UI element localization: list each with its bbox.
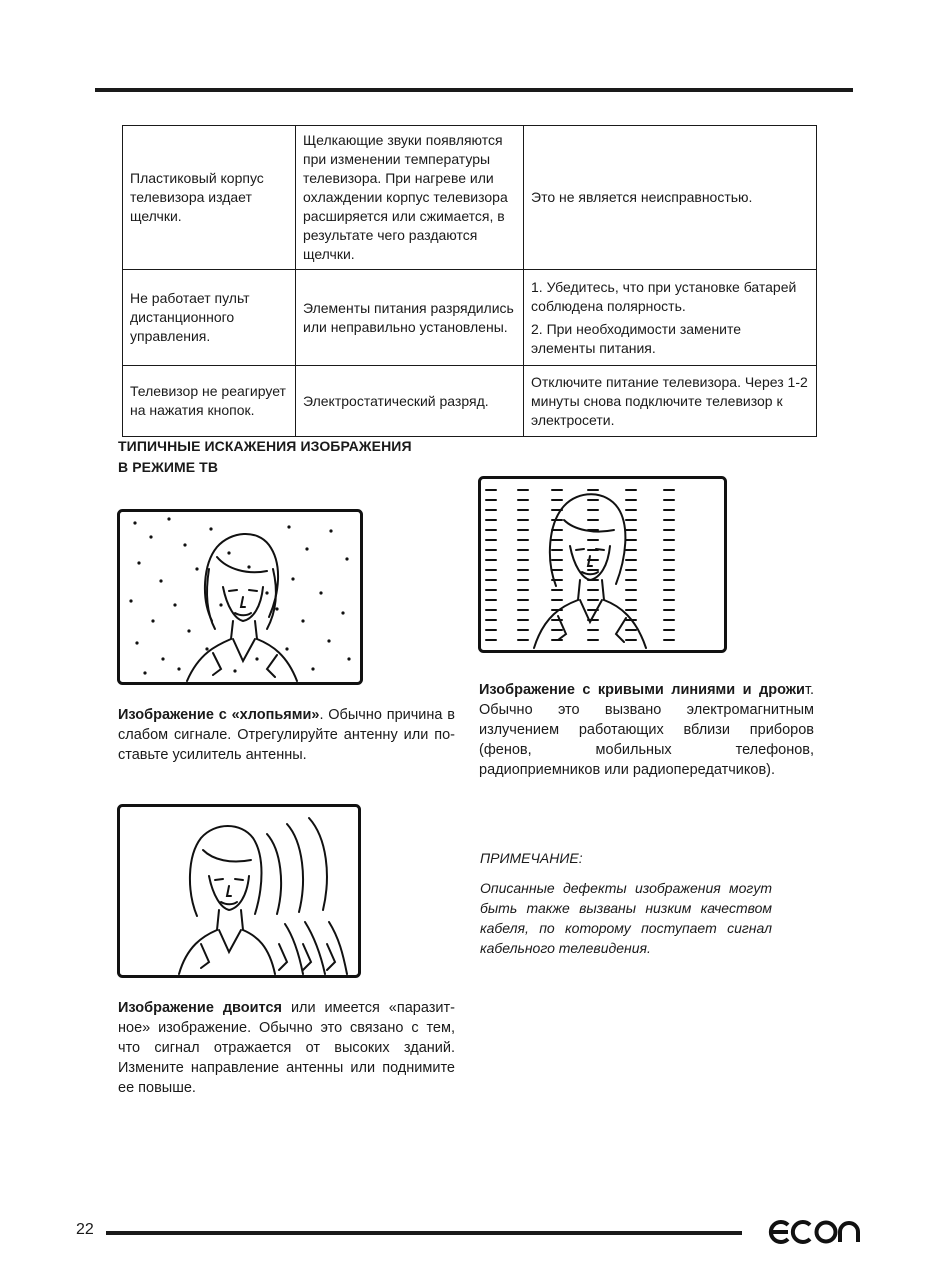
page-number: 22: [76, 1221, 94, 1238]
lines-caption-bold: Изображение с кривыми линиями и дрожи: [479, 682, 805, 698]
remedy-text: Это не является неисправностью.: [531, 189, 753, 205]
remedy-text: Отключите питание телевизора. Через 1-2 минуты снова подключите телевизор к электросети.: [531, 373, 808, 428]
note-body: Описанные дефекты изображения могут быть также вызваны низким качеством кабеля, по которому поступает сигнал кабельного телевидения.: [480, 880, 772, 956]
cause-cell: Щелкающие звуки появляются при изменении температуры телевизора. При нагреве или охлаждении корпус телевизора расширяется или сжимается, в результате чего раздаются щелчки.: [296, 126, 524, 270]
problem-cell: Пластиковый корпус телевизора издает щелчки.: [123, 126, 296, 270]
remedy-text: 1. Убедитесь, что при установке батарей соблюдена полярность.: [531, 278, 797, 314]
section-title-line: ТИПИЧНЫЕ ИСКАЖЕНИЯ ИЗОБРАЖЕНИЯ: [118, 438, 412, 454]
interference-lines-illustration: [478, 476, 727, 653]
note: [480, 848, 772, 958]
snow-caption: [118, 705, 455, 765]
cause-cell: Элементы питания разрядились или неправильно установлены.: [296, 270, 524, 366]
remedy-cell: [524, 366, 817, 437]
ghost-caption-bold: Изображение двоится: [118, 1000, 282, 1016]
snow-caption-bold: Изображение с «хлопьями»: [118, 707, 320, 723]
table-row: [123, 366, 817, 437]
econ-logo: [766, 1213, 860, 1249]
lines-caption-text: т. Обычно это вызвано электромагнитным излучением работающих вблизи приборов (фенов, мобильных телефонов, радиоприемников или радиопередатчиков).: [479, 682, 814, 778]
ghost-caption: [118, 998, 455, 1098]
top-rule: [95, 88, 853, 92]
remedy-cell: [524, 270, 817, 366]
cause-cell: Электростатический разряд.: [296, 366, 524, 437]
section-title-line: В РЕЖИМЕ ТВ: [118, 459, 219, 475]
section-title: [118, 436, 412, 478]
bottom-rule: [106, 1231, 742, 1235]
table-row: [123, 270, 817, 366]
problem-cell: Телевизор не реагирует на нажатия кнопок.: [123, 366, 296, 437]
table-row: [123, 126, 817, 270]
ghost-caption-text: или имеется «паразитное» изображение. Обычно это связано с тем, что сигнал отражается от высоких зданий. Измените направление антенны или поднимите ее повыше.: [118, 1000, 455, 1096]
remedy-cell: [524, 126, 817, 270]
remedy-text: 2. При необходимости замените элементы питания.: [531, 320, 742, 356]
lines-caption: [479, 680, 814, 780]
problem-cell: Не работает пульт дистанционного управления.: [123, 270, 296, 366]
ghost-image-illustration: [117, 804, 361, 978]
snow-distortion-illustration: [117, 509, 363, 685]
snow-caption-text: . Обычно причина в слабом сигнале. Отрегулируйте антенну или поставьте усилитель антенны.: [118, 707, 455, 763]
note-title: ПРИМЕЧАНИЕ:: [480, 850, 583, 866]
troubleshooting-table: [122, 125, 817, 437]
